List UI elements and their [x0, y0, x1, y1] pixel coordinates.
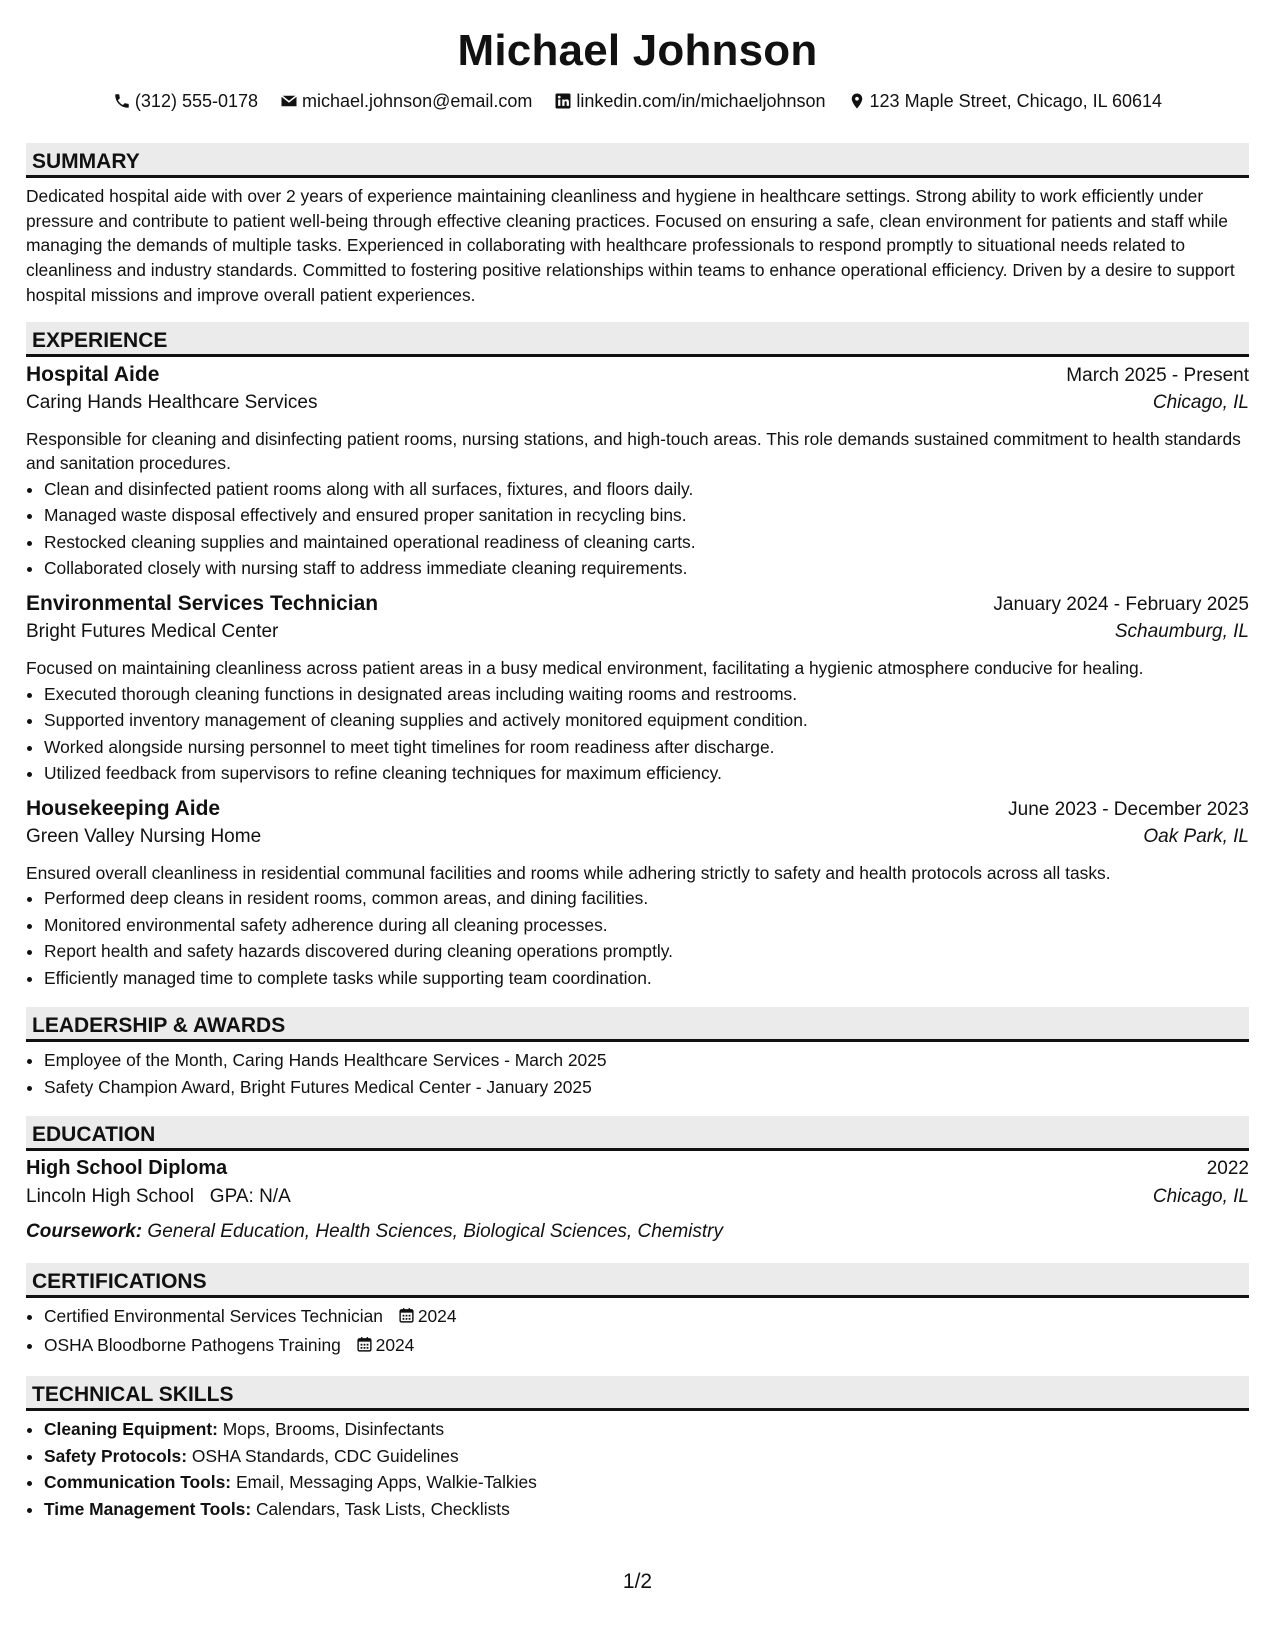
job-description: Ensured overall cleanliness in residential communal facilities and rooms while adhering strictly to safety and health protocols across all tasks. [26, 862, 1111, 883]
list-item: • Supported inventory management of cleaning supplies and actively monitored equipment condition. [44, 707, 1249, 734]
job-entry [26, 363, 1249, 582]
list-item: • Safety Champion Award, Bright Futures Medical Center - January 2025 [44, 1074, 1249, 1101]
company-name: Green Valley Nursing Home [26, 825, 262, 847]
certifications-heading: CERTIFICATIONS [26, 1263, 1249, 1298]
contact-bar [26, 88, 1249, 114]
job-description: Responsible for cleaning and disinfecting patient rooms, nursing stations, and high-touch areas. This role demands sustained commitment to health standards and sanitation procedures. [26, 428, 1241, 474]
list-item: • Executed thorough cleaning functions in designated areas including waiting rooms and restrooms. [44, 681, 1249, 708]
job-dates: January 2024 - February 2025 [993, 593, 1249, 615]
map-pin-icon [848, 92, 866, 110]
job-dates: March 2025 - Present [1066, 364, 1249, 386]
certification-name: OSHA Bloodborne Pathogens Training [44, 1334, 341, 1355]
list-item: • Monitored environmental safety adherence during all cleaning processes. [44, 912, 1249, 939]
certification-year: 2024 [417, 1306, 457, 1327]
school-location: Chicago, IL [1152, 1186, 1249, 1208]
job-title: Housekeeping Aide [26, 796, 221, 820]
certification-name: Certified Environmental Services Technician [44, 1306, 383, 1327]
job-bullets [26, 885, 1249, 991]
school-line [26, 1186, 291, 1208]
envelope-icon [280, 92, 298, 110]
certification-year: 2024 [375, 1334, 415, 1355]
company-name: Bright Futures Medical Center [26, 620, 279, 642]
job-location: Oak Park, IL [1143, 825, 1249, 847]
list-item: • Employee of the Month, Caring Hands Healthcare Services - March 2025 [44, 1047, 1249, 1074]
skill-label: Time Management Tools: [44, 1498, 252, 1519]
job-title: Hospital Aide [26, 362, 160, 386]
contact-linkedin[interactable] [554, 91, 825, 112]
contact-address [848, 91, 1163, 112]
contact-email[interactable] [280, 91, 532, 112]
experience-heading: EXPERIENCE [26, 322, 1249, 357]
coursework-label: Coursework: [26, 1221, 143, 1243]
calendar-icon [398, 1305, 415, 1332]
list-item: • Utilized feedback from supervisors to refine cleaning techniques for maximum efficiency. [44, 760, 1249, 787]
skills-heading: TECHNICAL SKILLS [26, 1376, 1249, 1411]
list-item: • Worked alongside nursing personnel to meet tight timelines for room readiness after discharge. [44, 734, 1249, 761]
skills-list [26, 1416, 1249, 1522]
phone-text: (312) 555-0178 [134, 90, 259, 111]
leadership-list [26, 1047, 1249, 1100]
linkedin-icon [554, 92, 572, 110]
calendar-icon [356, 1334, 373, 1361]
skill-value: Mops, Brooms, Disinfectants [222, 1419, 445, 1440]
job-entry [26, 592, 1249, 787]
certifications-list [26, 1303, 1249, 1360]
coursework-list: General Education, Health Sciences, Biological Sciences, Chemistry [147, 1221, 723, 1243]
summary-text: Dedicated hospital aide with over 2 years of experience maintaining cleanliness and hygiene in healthcare settings. Strong ability to work efficiently under pressure and contribute to patient well-being through effective cleaning practices. Focused on ensuring a safe, clean environment for patients and staff while managing the demands of multiple tasks. Experienced in collaborating with healthcare professionals to respond promptly to situational needs related to cleanliness and industry standards. Committed to fostering positive relationships within teams to enhance operational efficiency. Driven by a desire to support hospital missions and improve overall patient experiences. [26, 186, 1235, 305]
list-item: • Restocked cleaning supplies and maintained operational readiness of cleaning carts. [44, 529, 1249, 556]
skill-value: OSHA Standards, CDC Guidelines [191, 1445, 459, 1466]
job-description: Focused on maintaining cleanliness across patient areas in a busy medical environment, facilitating a hygienic atmosphere conducive for healing. [26, 657, 1144, 678]
job-bullets [26, 681, 1249, 787]
leadership-heading: LEADERSHIP & AWARDS [26, 1007, 1249, 1042]
list-item: • Clean and disinfected patient rooms along with all surfaces, fixtures, and floors daily. [44, 476, 1249, 503]
list-item: • Collaborated closely with nursing staff to address immediate cleaning requirements. [44, 555, 1249, 582]
skill-label: Safety Protocols: [44, 1445, 188, 1466]
skill-label: Communication Tools: [44, 1472, 232, 1493]
job-location: Chicago, IL [1152, 391, 1249, 413]
degree-title: High School Diploma [26, 1157, 228, 1180]
skill-value: Email, Messaging Apps, Walkie-Talkies [235, 1472, 537, 1493]
school-name: Lincoln High School [26, 1186, 194, 1208]
address-text: 123 Maple Street, Chicago, IL 60614 [869, 90, 1163, 111]
job-location: Schaumburg, IL [1114, 620, 1249, 642]
job-bullets [26, 476, 1249, 582]
list-item [44, 1469, 1249, 1496]
contact-phone [113, 91, 258, 112]
education-heading: EDUCATION [26, 1116, 1249, 1151]
list-item: • Report health and safety hazards discovered during cleaning operations promptly. [44, 938, 1249, 965]
email-text[interactable]: michael.johnson@email.com [302, 90, 533, 111]
graduation-year: 2022 [1206, 1158, 1249, 1180]
list-item: • Performed deep cleans in resident rooms, common areas, and dining facilities. [44, 885, 1249, 912]
summary-heading: SUMMARY [26, 143, 1249, 178]
education-entry [26, 1157, 1249, 1247]
skill-label: Cleaning Equipment: [44, 1419, 218, 1440]
list-item [44, 1443, 1249, 1470]
company-name: Caring Hands Healthcare Services [26, 391, 318, 413]
resume-page [26, 0, 1249, 1522]
linkedin-text[interactable]: linkedin.com/in/michaeljohnson [576, 90, 826, 111]
list-item [44, 1303, 1249, 1332]
page-number: 1/2 [622, 1570, 653, 1593]
skill-value: Calendars, Task Lists, Checklists [255, 1498, 510, 1519]
coursework [26, 1217, 1249, 1247]
job-dates: June 2023 - December 2023 [1008, 798, 1249, 820]
phone-icon [113, 92, 131, 110]
list-item [44, 1332, 1249, 1361]
list-item [44, 1416, 1249, 1443]
gpa: GPA: N/A [209, 1186, 291, 1208]
list-item: • Managed waste disposal effectively and ensured proper sanitation in recycling bins. [44, 502, 1249, 529]
candidate-name: Michael Johnson [457, 26, 818, 75]
list-item [44, 1496, 1249, 1523]
job-entry [26, 797, 1249, 992]
job-title: Environmental Services Technician [26, 591, 379, 615]
list-item: • Efficiently managed time to complete tasks while supporting team coordination. [44, 965, 1249, 992]
